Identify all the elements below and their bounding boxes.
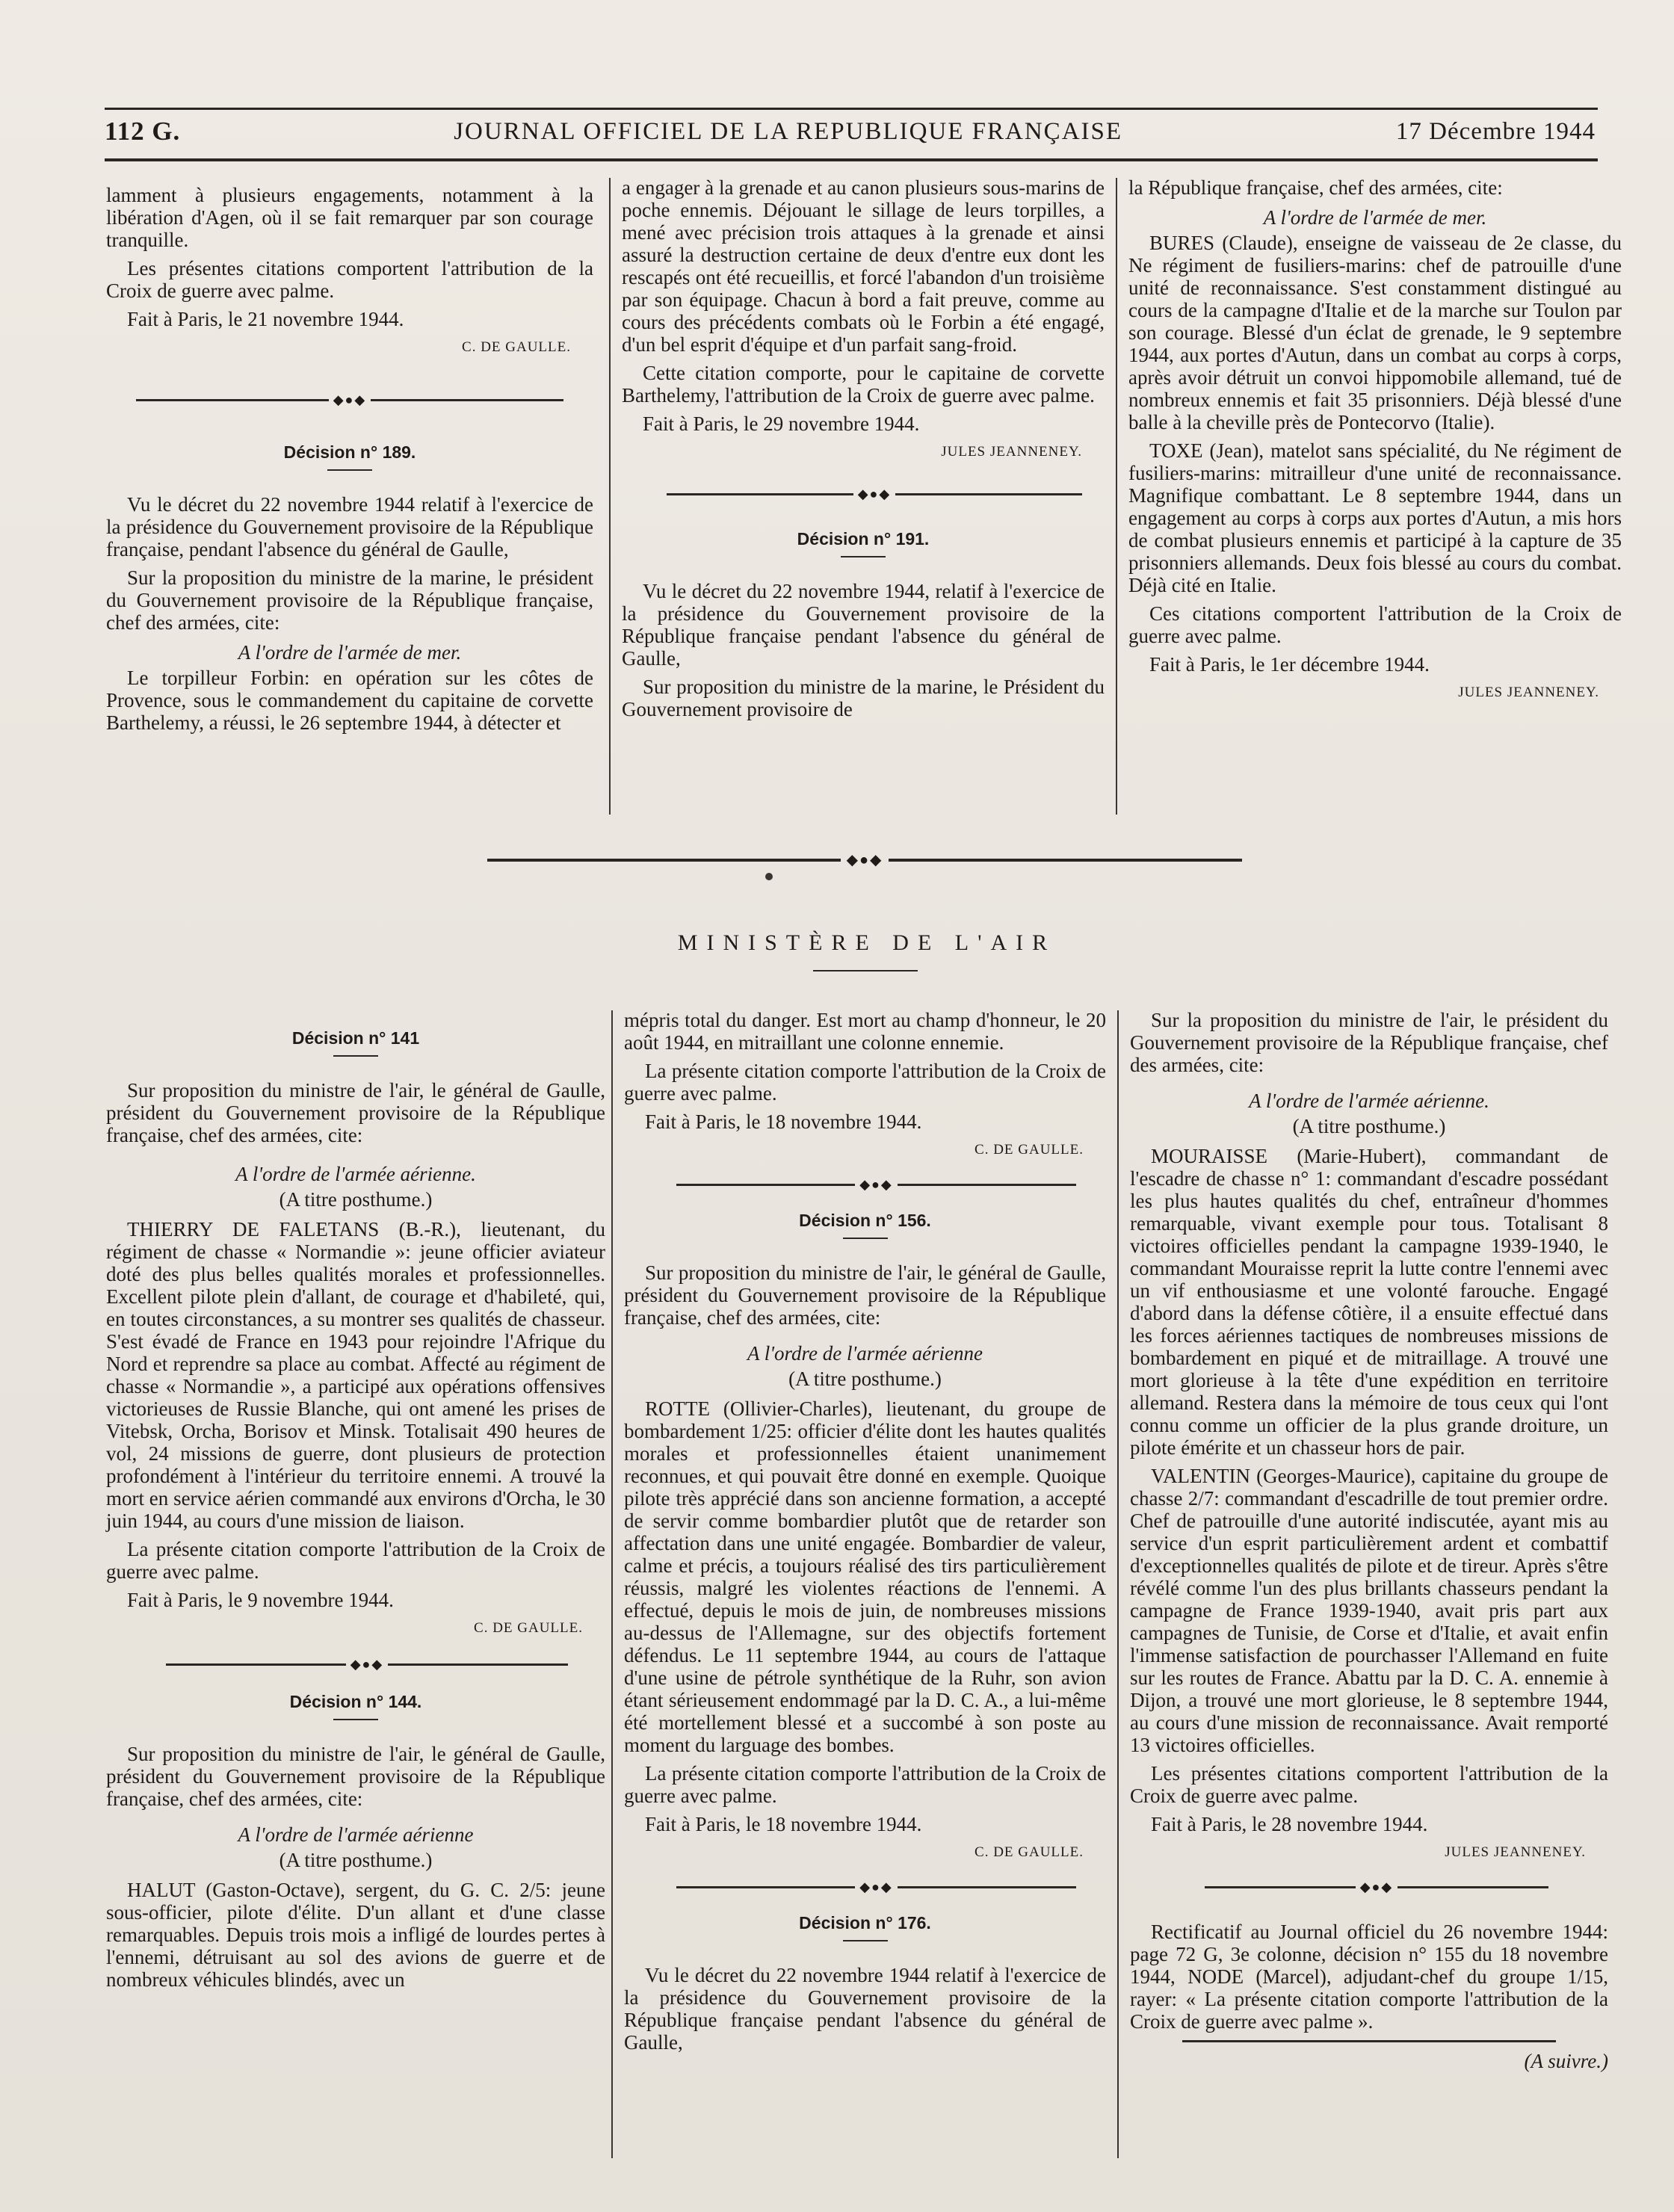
paragraph: Vu le décret du 22 novembre 1944 relatif à l'exercice de la présidence du Gouvernement provisoire de la République française pendant l'absence du général de Gaulle, [624,1964,1106,2054]
citation-paragraph: TOXE (Jean), matelot sans spécialité, du Ne régiment de fusiliers-marins: mitrailleur d'une unité de reconnaissance. Magnifique combattant. Le 8 septembre 1944, dans un engagement au corps à corps aux portes d'Autun, a mis hors de combat plusieurs ennemis et participé à la capture de 35 prisonniers allemands. Deux fois blessé au cours du combat. Déjà cité en Italie. [1128,439,1622,596]
ornament-divider: ◆●◆ [136,389,563,411]
paragraph: la République française, chef des armées, cite: [1128,176,1503,199]
ministry-heading: MINISTÈRE DE L'AIR [677,930,1057,955]
citation-paragraph: BURES (Claude), enseigne de vaisseau de 2e classe, du Ne régiment de fusiliers-marins: chef de patrouille d'une unité de reconnaissance. S'est constamment distingué au cours de la campagne d'Italie et de la marche sur Toulon par son courage. Blessé d'un éclat de grenade, le 9 septembre 1944, aux portes d'Autun, dans un combat au corps à corps, après avoir détruit un convoi hippomobile allemand, tué de nombreux ennemis et fait 35 prisonniers. Déjà blessé d'une balle à la cheville près de Pontecorvo (Italie). [1128,232,1622,433]
paragraph: Ces citations comportent l'attribution de la Croix de guerre avec palme. [1128,602,1622,647]
top-column-1 [106,184,593,740]
signature: C. DE GAULLE. [975,1142,1084,1158]
paragraph: Sur la proposition du ministre de la marine, le président du Gouvernement provisoire de la République française, chef des armées, cite: [106,566,593,634]
signature: C. DE GAULLE. [462,339,571,355]
order-heading: A l'ordre de l'armée de mer. [238,641,462,664]
ornament-divider: ◆●◆ [676,1876,1076,1898]
column-divider [609,178,611,815]
ornament-divider [1182,2040,1556,2042]
signature: JULES JEANNENEY. [941,444,1082,460]
decision-title: Décision n° 176. [624,1912,1106,1941]
paragraph: lamment à plusieurs engagements, notamment à la libération d'Agen, où il se fait remarquer par son courage tranquille. [106,184,593,251]
erratum-paragraph: Rectificatif au Journal officiel du 26 novembre 1944: page 72 G, 3e colonne, décision n° 155 du 18 novembre 1944, NODE (Marcel), adjudant-chef du groupe 1/15, rayer: « La présente citation comporte l'attribution de la Croix de guerre avec palme ». [1130,1921,1608,2033]
ornament-dot [765,873,773,880]
paragraph: Le torpilleur Forbin: en opération sur les côtes de Provence, sous le commandement du capitaine de corvette Barthelemy, a réussi, le 26 septembre 1944, à détecter et [106,667,593,734]
citation-paragraph: VALENTIN (Georges-Maurice), capitaine du groupe de chasse 2/7: commandant d'escadrille de tout premier ordre. Chef de patrouille d'une autorité indiscutée, ayant mis au service d'un esprit particulièrement ardent et combattif d'exceptionnelles qualités de pilote et de tireur. Après s'être révélé comme l'un des plus brillants chasseurs pendant la campagne de France 1939-1940, avait pris part aux campagnes de Tunisie, de Corse et d'Italie, et avait enfin l'immense satisfaction de pourchasser l'Allemand en fuite sur les routes de France. Abattu par la D. C. A. ennemie à Dijon, a trouvé une mort glorieuse, le 8 septembre 1944, au cours d'une mission de reconnaissance. Avait remporté 13 victoires officielles. [1130,1465,1608,1756]
paragraph: La présente citation comporte l'attribution de la Croix de guerre avec palme. [624,1060,1106,1105]
issue-date: 17 Décembre 1944 [1395,117,1596,145]
page-number: 112 G. [105,117,181,146]
paragraph: a engager à la grenade et au canon plusieurs sous-marins de poche ennemis. Déjouant le sillage de leurs torpilles, a mené avec précision trois attaques à la grenade et ainsi assuré la destruction certaine de deux d'entre eux dont les rescapés ont été recueillis, et forcé l'abandon d'un troisième par son équipage. Chacun à bord a fait preuve, comme au cours des précédents combats où le Forbin a été engagé, d'un bel esprit d'équipe et d'un parfait sang-froid. [622,176,1105,356]
citation-paragraph: ROTTE (Ollivier-Charles), lieutenant, du groupe de bombardement 1/25: officier d'élite dont les hautes qualités morales et professionnelles étaient unanimement reconnues, et qui pouvait être donné en exemple. Quoique pilote très apprécié dans son ancienne formation, a accepté de servir comme bombardier plutôt que de retarder son affectation dans une unité engagée. Bombardier de valeur, calme et précis, a toujours réalisé des tirs particulièrement réussis, malgré les violentes réactions de l'ennemi. A effectué, depuis le mois de juin, de nombreuses missions au-dessus de l'Allemagne, sur des objectifs fortement défendus. Le 11 septembre 1944, au cours de l'attaque d'une usine de pétrole synthétique de la Ruhr, son avion étant sérieusement endommagé par la D. C. A., a lui-même été mortellement blessé et a succombé à son poste au moment du larguage des bombes. [624,1397,1106,1756]
order-heading: A l'ordre de l'armée aérienne. [1249,1090,1489,1112]
column-divider [1117,1010,1119,2158]
header-top-rule [105,108,1598,110]
decision-title: Décision n° 144. [106,1690,605,1720]
posthumous-note: (A titre posthume.) [279,1188,433,1211]
paragraph: Sur la proposition du ministre de l'air, le président du Gouvernement provisoire de la République française, chef des armées, cite: [1130,1009,1608,1076]
order-heading: A l'ordre de l'armée aérienne [238,1823,474,1846]
citation-paragraph: THIERRY DE FALETANS (B.-R.), lieutenant, du régiment de chasse « Normandie »: jeune officier aviateur doté des plus belles qualités morales et professionnelles. Excellent pilote plein d'allant, de courage et d'habileté, qui, en toutes circonstances, a su montrer ses qualités de chasseur. S'est évadé de France en 1943 pour rejoindre l'Afrique du Nord et reprendre sa place au combat. Affecté au régiment de chasse « Normandie », a participé aux opérations offensives victorieuses de Russie Blanche, qui ont amené les prises de Vitebsk, Orcha, Borisov et Minsk. Totalisait 490 heures de vol, 24 missions de guerre, dont plusieurs de protection profondément à l'intérieur du territoire ennemi. A trouvé la mort en service aérien commandé aux environs d'Orcha, le 30 juin 1944, au cours d'une mission de liaison. [106,1218,605,1532]
top-column-3 [1128,176,1622,708]
ornament-divider: ◆●◆ [166,1653,568,1675]
signature-date: Fait à Paris, le 21 novembre 1944. [127,308,404,330]
paragraph: Les présentes citations comportent l'attribution de la Croix de guerre avec palme. [1130,1762,1608,1807]
order-heading: A l'ordre de l'armée aérienne. [235,1163,476,1185]
ornament-divider: ◆●◆ [667,483,1082,505]
paragraph: Vu le décret du 22 novembre 1944 relatif à l'exercice de la présidence du Gouvernement provisoire de la République française, pendant l'absence du général de Gaulle, [106,493,593,560]
journal-title: JOURNAL OFFICIEL DE LA REPUBLIQUE FRANÇAISE [454,117,1123,145]
paragraph: Les présentes citations comportent l'attribution de la Croix de guerre avec palme. [106,257,593,302]
decision-title: Décision n° 191. [622,528,1105,557]
paragraph: Sur proposition du ministre de l'air, le général de Gaulle, président du Gouvernement provisoire de la République française, chef des armées, cite: [106,1079,605,1146]
to-be-continued: (A suivre.) [1524,2050,1608,2072]
signature-date: Fait à Paris, le 29 novembre 1944. [643,413,920,435]
top-column-2 [622,176,1105,726]
paragraph: Sur proposition du ministre de l'air, le général de Gaulle, président du Gouvernement provisoire de la République française, chef des armées, cite: [624,1261,1106,1329]
decision-title: Décision n° 189. [106,441,593,471]
paragraph: Sur proposition du ministre de la marine, le Président du Gouvernement provisoire de [622,676,1105,720]
signature: JULES JEANNENEY. [1458,685,1599,700]
paragraph: mépris total du danger. Est mort au champ d'honneur, le 20 août 1944, en mitraillant une colonne ennemie. [624,1009,1106,1054]
header-bottom-rule [105,158,1598,161]
signature: C. DE GAULLE. [474,1620,583,1636]
bottom-column-3 [1130,1009,1608,2078]
paragraph: La présente citation comporte l'attribution de la Croix de guerre avec palme. [106,1538,605,1583]
order-heading: A l'ordre de l'armée aérienne [747,1342,983,1365]
signature-date: Fait à Paris, le 9 novembre 1944. [127,1589,394,1611]
posthumous-note: (A titre posthume.) [1292,1115,1446,1137]
signature-date: Fait à Paris, le 18 novembre 1944. [645,1110,922,1133]
column-divider [1116,178,1117,815]
ornament-divider: ◆●◆ [1205,1876,1548,1898]
ministry-rule [813,970,918,971]
paragraph: Sur proposition du ministre de l'air, le général de Gaulle, président du Gouvernement provisoire de la République française, chef des armées, cite: [106,1743,605,1810]
signature-date: Fait à Paris, le 28 novembre 1944. [1151,1813,1428,1835]
signature-date: Fait à Paris, le 18 novembre 1944. [645,1813,922,1835]
citation-paragraph: HALUT (Gaston-Octave), sergent, du G. C. 2/5: jeune sous-officier, pilote d'élite. D'un allant et d'une classe remarquables. Depuis trois mois a infligé de lourdes pertes à l'ennemi, détruisant au sol des avions de guerre et de nombreux véhicules blindés, avec un [106,1879,605,1991]
section-ornament-divider: ◆●◆ [487,850,1242,869]
column-divider [611,1010,613,2158]
signature: JULES JEANNENEY. [1445,1844,1586,1860]
bottom-column-2 [624,1009,1106,2060]
ornament-divider: ◆●◆ [676,1173,1076,1196]
bottom-column-1 [106,1009,605,1997]
signature-date: Fait à Paris, le 1er décembre 1944. [1149,653,1430,676]
citation-paragraph: MOURAISSE (Marie-Hubert), commandant de l'escadre de chasse n° 1: commandant d'escadre possédant les plus hautes qualités du chef, entraîneur d'hommes remarquable, vivant exemple pour tous. Totalisant 8 victoires officielles pendant la campagne 1939-1940, le commandant Mouraisse reprit la lutte contre l'ennemi avec un vif enthousiasme et une volonté farouche. Engagé d'abord dans la défense côtière, il a ensuite effectué dans les forces aériennes tactiques de nombreuses missions de bombardement en piqué et de mitraillage. A trouvé une mort glorieuse à la tête d'une expédition en territoire allemand. Restera dans la mémoire de tous ceux qui l'ont connu comme un officier de la plus grande droiture, un pilote émérite et un chasseur hors de pair. [1130,1145,1608,1459]
decision-title: Décision n° 156. [624,1209,1106,1239]
paragraph: Vu le décret du 22 novembre 1944, relatif à l'exercice de la présidence du Gouvernement provisoire de la République française pendant l'absence du général de Gaulle, [622,580,1105,670]
paragraph: Cette citation comporte, pour le capitaine de corvette Barthelemy, l'attribution de la Croix de guerre avec palme. [622,362,1105,407]
posthumous-note: (A titre posthume.) [788,1368,942,1390]
decision-title: Décision n° 141 [106,1027,605,1057]
signature: C. DE GAULLE. [975,1844,1084,1860]
order-heading: A l'ordre de l'armée de mer. [1263,206,1487,229]
paragraph: La présente citation comporte l'attribution de la Croix de guerre avec palme. [624,1762,1106,1807]
page-header [105,111,1596,152]
posthumous-note: (A titre posthume.) [279,1849,433,1871]
